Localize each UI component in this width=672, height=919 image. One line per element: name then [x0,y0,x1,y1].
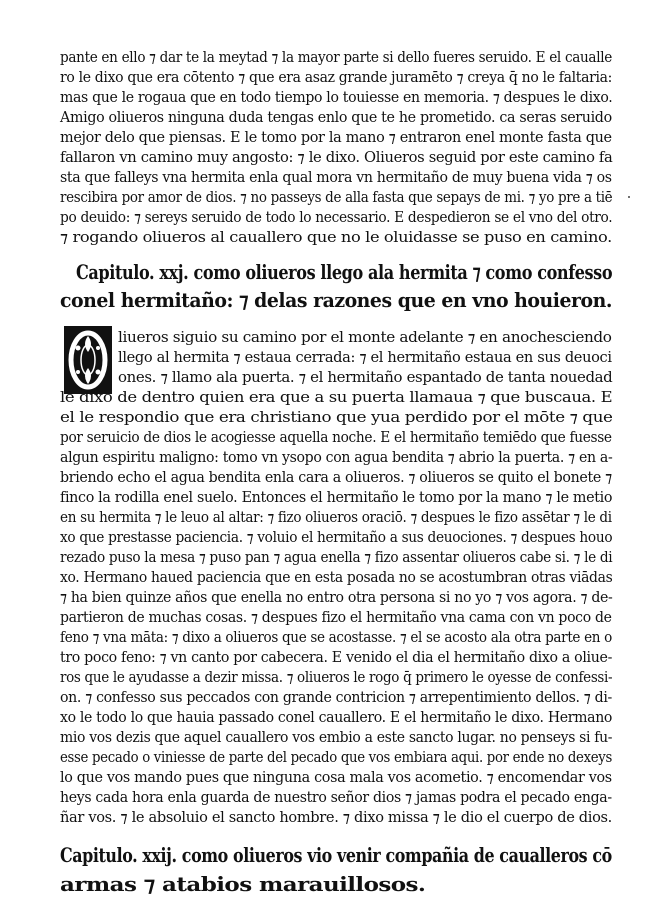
text-line: en su hermita ⁊ le leuo al altar: ⁊ fizo oliueros oraciō. ⁊ despues le fizo assētar ⁊ le di [60,508,612,526]
text-line: Amigo oliueros ninguna duda tengas enlo que te he prometido. ca seras seruido [60,108,612,126]
chapter-heading: Capitulo. xxij. como oliueros vio venir compañia de caualleros cō [60,843,612,867]
text-line: xo que prestasse paciencia. ⁊ voluio el hermitaño a sus deuociones. ⁊ despues houo [60,528,613,546]
text-line: le dixo de dentro quien era que a su puerta llamaua ⁊ que buscaua. E [60,388,613,406]
text-line: ñar vos. ⁊ le absoluio el sancto hombre. ⁊ dixo missa ⁊ le dio el cuerpo de dios. [60,808,612,826]
text-line: mio vos dezis que aquel cauallero vos embio a este sancto lugar. no penseys si fu- [60,728,613,746]
text-line: ros que le ayudasse a dezir missa. ⁊ oliueros le rogo q̄ primero le oyesse de confessi- [60,668,613,686]
text-line: lo que vos mando pues que ninguna cosa mala vos acometio. ⁊ encomendar vos [60,768,612,786]
text-line: el le respondio que era christiano que yua perdido por el mōte ⁊ que [60,408,613,426]
text-line: mas que le rogaua que en todo tiempo lo touiesse en memoria. ⁊ despues le dixo. [60,88,613,106]
chapter-heading: conel hermitaño: ⁊ delas razones que en vno houieron. [60,288,612,312]
text-line: ones. ⁊ llamo ala puerta. ⁊ el hermitaño espantado de tanta nouedad [118,368,613,386]
text-line: fallaron vn camino muy angosto: ⁊ le dixo. Oliueros seguid por este camino fa [60,148,613,166]
text-line: on. ⁊ confesso sus peccados con grande contricion ⁊ arrepentimiento dellos. ⁊ di- [60,688,612,706]
text-line: ro le dixo que era cōtento ⁊ que era asaz grande juramēto ⁊ creya q̄ no le faltaria: [60,68,612,86]
margin-mark [628,196,630,198]
text-line: liueros siguio su camino por el monte adelante ⁊ en anochesciendo [118,328,612,346]
text-line: llego al hermita ⁊ estaua cerrada: ⁊ el hermitaño estaua en sus deuoci [118,348,612,366]
text-line: mejor delo que piensas. E le tomo por la mano ⁊ entraron enel monte fasta que [60,128,612,146]
chapter-heading: armas ⁊ atabios marauillosos. [60,872,426,896]
text-line: po deuido: ⁊ sereys seruido de todo lo necessario. E despedieron se el vno del otro. [60,208,613,226]
text-line: partieron de muchas cosas. ⁊ despues fizo el hermitaño vna cama con vn poco de [60,608,612,626]
text-line: feno ⁊ vna māta: ⁊ dixo a oliueros que se acostasse. ⁊ el se acosto ala otra parte en o [60,628,613,646]
text-line: briendo echo el agua bendita enla cara a oliueros. ⁊ oliueros se quito el bonete ⁊ [60,468,612,486]
chapter-heading: Capitulo. xxj. como oliueros llego ala hermita ⁊ como confesso [76,260,613,284]
text-line: heys cada hora enla guarda de nuestro señor dios ⁊ jamas podra el pecado enga- [60,788,612,806]
text-line: esse pecado o viniesse de parte del pecado que vos embiara aqui. por ende no dexeys [60,748,612,766]
text-line: algun espiritu maligno: tomo vn ysopo con agua bendita ⁊ abrio la puerta. ⁊ en a- [60,448,613,466]
decorated-initial [64,326,112,394]
text-line: rezado puso la mesa ⁊ puso pan ⁊ agua enella ⁊ fizo assentar oliueros cabe si. ⁊ le di [60,548,613,566]
text-line: sta que falleys vna hermita enla qual mora vn hermitaño de muy buena vida ⁊ os [60,168,612,186]
text-line: pante en ello ⁊ dar te la meytad ⁊ la mayor parte si dello fueres seruido. E el caualle [60,48,612,66]
text-line: rescibira por amor de dios. ⁊ no passeys de alla fasta que sepays de mi. ⁊ yo pre a tiē [60,188,613,206]
text-line: xo. Hermano haued paciencia que en esta posada no se acostumbran otras viādas [60,568,613,586]
text-line: tro poco feno: ⁊ vn canto por cabecera. E venido el dia el hermitaño dixo a oliue- [60,648,613,666]
text-line: ⁊ ha bien quinze años que enella no entro otra persona si no yo ⁊ vos agora. ⁊ de- [60,588,613,606]
text-line: xo le todo lo que hauia passado conel cauallero. E el hermitaño le dixo. Hermano [60,708,613,726]
text-line: finco la rodilla enel suelo. Entonces el hermitaño le tomo por la mano ⁊ le metio [60,488,613,506]
text-line: ⁊ rogando oliueros al cauallero que no le oluidasse se puso en camino. [60,228,612,246]
text-line: por seruicio de dios le acogiesse aquella noche. E el hermitaño temiēdo que fuesse [60,428,612,446]
